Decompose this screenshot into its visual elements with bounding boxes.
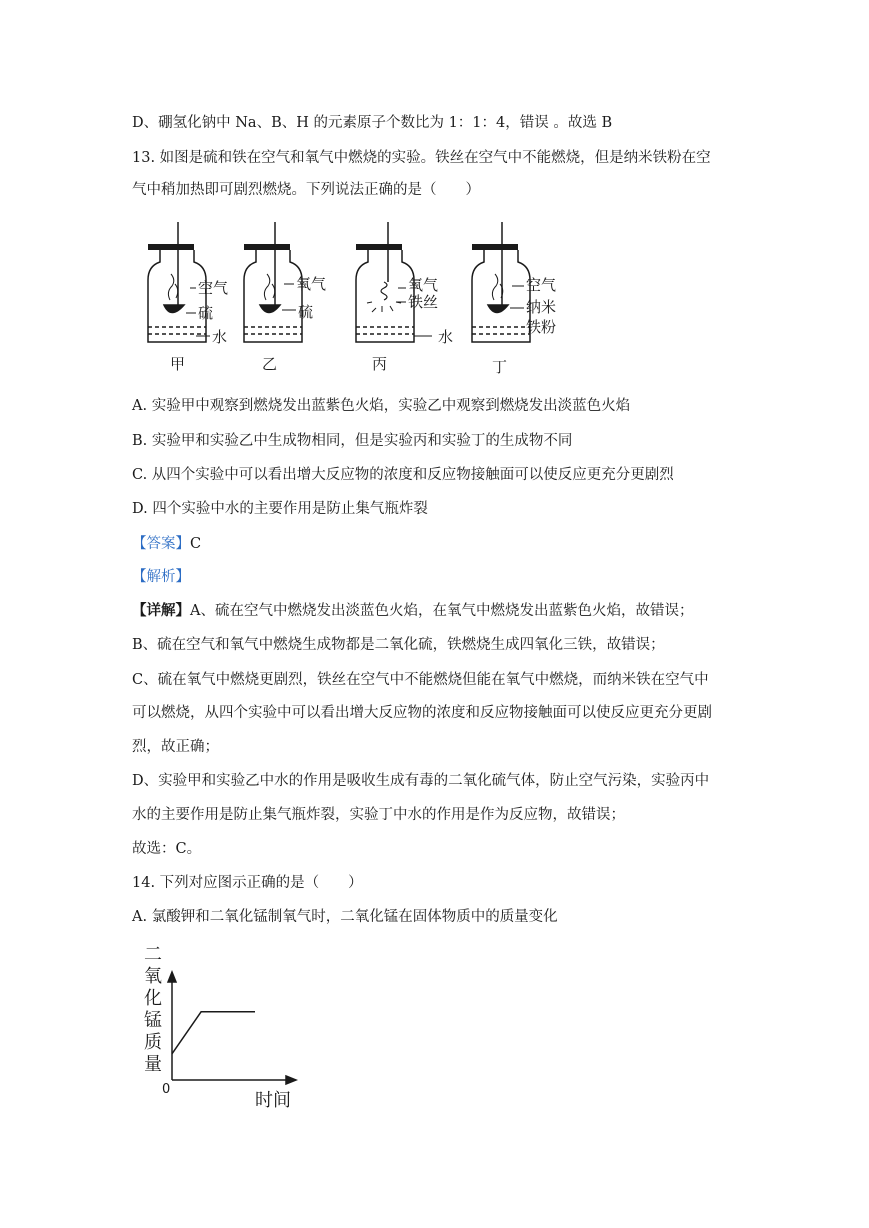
- label-jia: 甲: [170, 355, 186, 373]
- answer-value: C: [190, 536, 202, 552]
- origin-label: 0: [162, 1082, 171, 1097]
- y-axis-label: [144, 944, 162, 1075]
- explain-a: A、硫在空气中燃烧发出淡蓝色火焰，在氧气中燃烧发出蓝紫色火焰，故错误；: [190, 603, 694, 619]
- question-13-stem-cont: 气中稍加热即可剧烈燃烧。下列说法正确的是（ ）: [132, 182, 480, 198]
- label-nano: 纳米: [526, 298, 557, 316]
- explain-b: B、硫在空气和氧气中燃烧生成物都是二氧化硫，铁燃烧生成四氧化三铁，故错误；: [132, 637, 665, 653]
- y-axis-label-char: 质: [144, 1032, 162, 1053]
- conclusion: 故选：C。: [132, 841, 202, 857]
- option-b: B. 实验甲和实验乙中生成物相同，但是实验丙和实验丁的生成物不同: [132, 433, 573, 449]
- answer-tag: 【答案】: [132, 536, 190, 552]
- label-oxygen: 氧气: [296, 275, 327, 293]
- series-line: [172, 1012, 255, 1054]
- text-line: D、硼氢化钠中 Na、B、H 的元素原子个数比为 1：1：4，错误 。故选 B: [132, 115, 613, 131]
- x-axis-arrow: [286, 1076, 296, 1084]
- label-sulfur-2: 硫: [298, 303, 314, 321]
- y-axis-label-char: 锰: [144, 1010, 162, 1031]
- label-iron-powder: 铁粉: [526, 318, 557, 336]
- label-ding: 丁: [492, 358, 508, 376]
- analysis-tag: 【解析】: [132, 569, 190, 585]
- label-water-2: 水: [438, 328, 454, 346]
- y-axis-label-char: 量: [144, 1054, 162, 1075]
- label-water: 水: [212, 328, 228, 346]
- explain-c-3: 烈，故正确；: [132, 739, 219, 755]
- label-sulfur: 硫: [198, 304, 214, 322]
- label-yi: 乙: [262, 355, 278, 373]
- option-d: D. 四个实验中水的主要作用是防止集气瓶炸裂: [132, 501, 428, 517]
- option-a: A. 实验甲中观察到燃烧发出蓝紫色火焰，实验乙中观察到燃烧发出淡蓝色火焰: [132, 398, 631, 414]
- explain-c: C、硫在氧气中燃烧更剧烈，铁丝在空气中不能燃烧但能在氧气中燃烧，而纳米铁在空气中: [132, 672, 709, 688]
- label-oxygen-2: 氧气: [408, 276, 439, 294]
- question-13-stem: 13. 如图是硫和铁在空气和氧气中燃烧的实验。铁丝在空气中不能燃烧，但是纳米铁粉在空: [132, 150, 711, 166]
- explain-c-2: 可以燃烧，从四个实验中可以看出增大反应物的浓度和反应物接触面可以使反应更充分更剧: [132, 705, 712, 721]
- y-axis-label-char: 二: [144, 944, 162, 965]
- question-14-stem: 14. 下列对应图示正确的是（ ）: [132, 875, 363, 891]
- label-air: 空气: [198, 279, 229, 297]
- option-c: C. 从四个实验中可以看出增大反应物的浓度和反应物接触面可以使反应更充分更剧烈: [132, 467, 674, 483]
- label-iron-wire: 铁丝: [408, 293, 439, 311]
- y-axis-label-char: 氧: [144, 966, 162, 987]
- detail-tag: 【详解】: [132, 602, 190, 619]
- y-axis-label-char: 化: [144, 988, 162, 1009]
- question-14-option-a: A. 氯酸钾和二氧化锰制氧气时，二氧化锰在固体物质中的质量变化: [132, 909, 558, 925]
- label-air-2: 空气: [526, 276, 557, 294]
- explain-d-2: 水的主要作用是防止集气瓶炸裂，实验丁中水的作用是作为反应物，故错误；: [132, 807, 625, 823]
- explain-d: D、实验甲和实验乙中水的作用是吸收生成有毒的二氧化硫气体，防止空气污染，实验丙中: [132, 773, 710, 789]
- label-bing: 丙: [372, 355, 388, 373]
- y-axis-arrow: [168, 972, 176, 982]
- x-axis-label: 时间: [255, 1090, 291, 1111]
